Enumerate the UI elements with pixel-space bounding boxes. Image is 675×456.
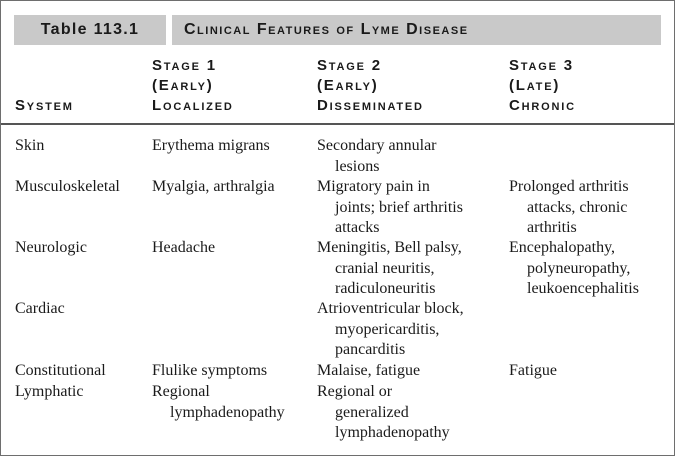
cell-line: Lymphatic: [15, 383, 84, 400]
cell-line: lymphadenopathy: [335, 424, 450, 442]
cell-line: Atrioventricular block,: [317, 300, 464, 317]
table-number: Table 113.1: [14, 15, 166, 45]
cell-line: polyneuropathy,: [527, 259, 631, 277]
cell-line: Flulike symptoms: [152, 362, 268, 379]
table-cell-stage1: [152, 177, 275, 198]
table-cell-stage2: [317, 177, 463, 239]
table-title-bar: [14, 15, 661, 45]
cell-line: Erythema migrans: [152, 137, 270, 154]
table-cell-stage3: [509, 177, 629, 239]
header-line: (Early): [317, 77, 379, 94]
cell-line: attacks: [335, 219, 380, 237]
table-cell-system: [15, 136, 44, 157]
cell-line: Constitutional: [15, 362, 106, 379]
table-cell-stage2: [317, 361, 420, 382]
table-cell-system: [15, 238, 87, 259]
table-cell-system: [15, 177, 120, 198]
header-stage3: [509, 56, 576, 116]
cell-line: leukoencephalitis: [527, 280, 639, 298]
cell-line: Myalgia, arthralgia: [152, 178, 275, 195]
cell-line: pancarditis: [335, 341, 406, 359]
cell-line: Migratory pain in: [317, 178, 430, 195]
header-line: Disseminated: [317, 97, 424, 114]
table-cell-stage3: [509, 361, 557, 382]
header-line: Stage 3: [509, 57, 574, 74]
cell-line: Malaise, fatigue: [317, 362, 421, 379]
cell-line: generalized: [335, 403, 409, 421]
cell-line: joints; brief arthritis: [335, 198, 463, 216]
cell-line: attacks, chronic: [527, 198, 628, 216]
cell-line: cranial neuritis,: [335, 259, 435, 277]
header-line: (Late): [509, 77, 561, 94]
table-cell-stage1: [152, 238, 215, 259]
cell-line: arthritis: [527, 219, 577, 237]
header-stage1: [152, 56, 234, 116]
header-line: (Early): [152, 77, 214, 94]
table-cell-stage3: [509, 238, 639, 300]
header-stage2: [317, 56, 424, 116]
table-cell-system: [15, 299, 65, 320]
cell-line: Headache: [152, 239, 216, 256]
cell-line: lymphadenopathy: [170, 403, 285, 421]
table-cell-stage2: [317, 299, 464, 361]
cell-line: lesions: [335, 157, 380, 175]
table-cell-stage1: [152, 136, 270, 157]
header-line: Stage 1: [152, 57, 217, 74]
table-cell-system: [15, 361, 106, 382]
header-line: System: [15, 97, 74, 114]
cell-line: Secondary annular: [317, 137, 437, 154]
cell-line: Skin: [15, 137, 45, 154]
table-cell-system: [15, 382, 83, 403]
cell-line: Regional or: [317, 383, 393, 400]
cell-line: Fatigue: [509, 362, 557, 379]
header-system: [15, 96, 74, 116]
cell-line: myopericarditis,: [335, 320, 440, 338]
cell-line: Prolonged arthritis: [509, 178, 629, 195]
table-title: Clinical Features of Lyme Disease: [172, 15, 661, 45]
header-line: Chronic: [509, 97, 576, 114]
header-line: Localized: [152, 97, 234, 114]
header-rule: [1, 123, 674, 125]
cell-line: radiculoneuritis: [335, 280, 436, 298]
header-line: Stage 2: [317, 57, 382, 74]
table-cell-stage2: [317, 382, 450, 444]
table-cell-stage2: [317, 238, 462, 300]
cell-line: Regional: [152, 383, 210, 400]
table-cell-stage1: [152, 382, 285, 423]
table-cell-stage1: [152, 361, 267, 382]
table-cell-stage2: [317, 136, 437, 177]
cell-line: Encephalopathy,: [509, 239, 616, 256]
cell-line: Neurologic: [15, 239, 87, 256]
cell-line: Meningitis, Bell palsy,: [317, 239, 462, 256]
cell-line: Musculoskeletal: [15, 178, 120, 195]
cell-line: Cardiac: [15, 300, 65, 317]
